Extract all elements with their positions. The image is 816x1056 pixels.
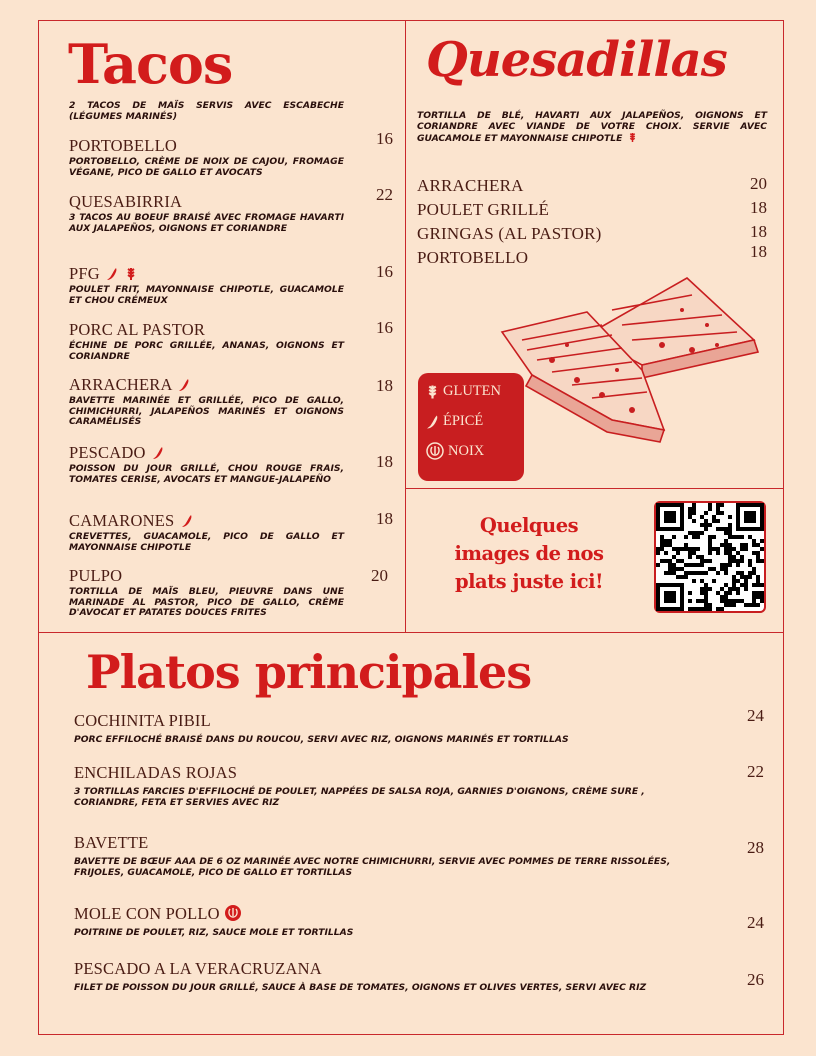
- item-desc: 3 TACOS AU BOEUF BRAISÉ AVEC FROMAGE HAVARTI AUX JALAPEÑOS, OIGNONS ET CORIANDRE: [69, 212, 344, 234]
- quesadillas-title: Quesadillas: [426, 32, 727, 88]
- promo-line-1: Quelques: [479, 514, 579, 537]
- item-price: 18: [750, 198, 767, 217]
- item-desc: TORTILLA DE MAÏS BLEU, PIEUVRE DANS UNE MARINADE AL PASTOR, PICO DE GALLO, CRÈME D'AVOCAT ET PATATES DOUCES FRITES: [69, 586, 344, 618]
- taco-item: [69, 192, 344, 234]
- item-name: QUESABIRRIA: [69, 192, 183, 211]
- qr-code[interactable]: [654, 501, 766, 613]
- item-desc: PORTOBELLO, CRÈME DE NOIX DE CAJOU, FROMAGE VÉGANE, PICO DE GALLO ET AVOCATS: [69, 156, 344, 178]
- promo-line-2: images de nos: [454, 542, 604, 565]
- item-price: 24: [747, 913, 764, 932]
- item-price: 18: [376, 509, 393, 528]
- quesadillas-intro-text: TORTILLA DE BLÉ, HAVARTI AUX JALAPEÑOS, OIGNONS ET CORIANDRE AVEC VIANDE DE VOTRE CHOIX. SERVIE AVEC GUACAMOLE ET MAYONNAISE CHIPOTLE: [417, 110, 767, 144]
- taco-item: [69, 443, 344, 485]
- tacos-intro: 2 TACOS DE MAÏS SERVIS AVEC ESCABECHE (LÉGUMES MARINÉS): [69, 100, 344, 122]
- legend-spicy-label: ÉPICÉ: [443, 413, 484, 429]
- quesadilla-item: [417, 224, 767, 244]
- horizontal-divider-promo: [405, 488, 783, 489]
- item-price: 18: [376, 376, 393, 395]
- horizontal-divider-mains: [38, 632, 783, 633]
- taco-item: [69, 375, 344, 428]
- item-name: [69, 511, 344, 531]
- gluten-icon: [426, 384, 439, 400]
- promo-line-3: plats juste ici!: [454, 570, 604, 593]
- legend-gluten-label: GLUTEN: [443, 383, 501, 399]
- quesadilla-item: [417, 176, 767, 196]
- item-price: 22: [376, 185, 393, 204]
- item-name: PORTOBELLO: [69, 136, 177, 155]
- item-name: [69, 443, 344, 463]
- item-price: 20: [371, 566, 388, 585]
- item-price: 24: [747, 706, 764, 725]
- chili-icon: [178, 378, 190, 392]
- taco-item: [69, 136, 344, 178]
- quesadillas-intro: [417, 111, 767, 145]
- item-name: PESCADO A LA VERACRUZANA: [74, 959, 322, 978]
- legend-gluten: [426, 383, 501, 400]
- main-item: [74, 833, 764, 878]
- item-name: GRINGAS (AL PASTOR): [417, 224, 602, 243]
- photos-promo: [434, 512, 624, 596]
- legend-nuts-label: NOIX: [448, 442, 485, 459]
- mains-title: Platos principales: [86, 645, 532, 699]
- tacos-title: Tacos: [68, 32, 233, 96]
- item-desc: CREVETTES, GUACAMOLE, PICO DE GALLO ET MAYONNAISE CHIPOTLE: [69, 531, 344, 553]
- item-name: [69, 264, 344, 284]
- item-price: 20: [750, 174, 767, 193]
- nut-icon: [224, 904, 242, 922]
- item-price: 18: [750, 222, 767, 241]
- taco-item: [69, 511, 344, 553]
- allergen-legend: [418, 373, 524, 481]
- chili-icon: [152, 446, 164, 460]
- taco-item: [69, 264, 344, 306]
- legend-nuts: [426, 442, 484, 460]
- item-desc: POULET FRIT, MAYONNAISE CHIPOTLE, GUACAMOLE ET CHOU CRÉMEUX: [69, 284, 344, 306]
- item-name-text: PESCADO: [69, 443, 146, 462]
- item-desc: ÉCHINE DE PORC GRILLÉE, ANANAS, OIGNONS ET CORIANDRE: [69, 340, 344, 362]
- item-price: 18: [750, 242, 767, 261]
- item-desc: BAVETTE MARINÉE ET GRILLÉE, PICO DE GALLO, CHIMICHURRI, JALAPEÑOS MARINÉS ET OIGNONS CARAMÉLISÉS: [69, 395, 344, 427]
- gluten-icon: [125, 267, 137, 281]
- item-desc: FILET DE POISSON DU JOUR GRILLÉ, SAUCE À BASE DE TOMATES, OIGNONS ET OLIVES VERTES, SERVI AVEC RIZ: [74, 982, 647, 993]
- item-price: 16: [376, 318, 393, 337]
- nut-icon: [426, 442, 444, 460]
- gluten-icon: [628, 132, 637, 143]
- item-price: 22: [747, 762, 764, 781]
- item-price: 18: [376, 452, 393, 471]
- vertical-divider: [405, 20, 406, 633]
- item-name: BAVETTE: [74, 833, 149, 852]
- quesadilla-item: [417, 200, 767, 220]
- item-name: COCHINITA PIBIL: [74, 711, 211, 730]
- item-name-text: CAMARONES: [69, 511, 175, 530]
- item-name: POULET GRILLÉ: [417, 200, 550, 219]
- quesadilla-item: [417, 242, 767, 268]
- item-name-text: ARRACHERA: [69, 375, 172, 394]
- taco-item: [69, 566, 344, 619]
- legend-spicy: [426, 413, 483, 430]
- item-name: PORTOBELLO: [417, 248, 529, 267]
- item-name: [69, 375, 344, 395]
- item-price: 26: [747, 970, 764, 989]
- item-name: [74, 904, 764, 924]
- main-item: [74, 904, 764, 939]
- main-item: [74, 706, 764, 746]
- main-item: [74, 763, 764, 808]
- item-name: PORC AL PASTOR: [69, 320, 206, 339]
- item-desc: POISSON DU JOUR GRILLÉ, CHOU ROUGE FRAIS, TOMATES CERISE, AVOCATS ET MANGUE-JALAPEÑO: [69, 463, 344, 485]
- item-name-text: MOLE CON POLLO: [74, 904, 220, 923]
- item-name: ENCHILADAS ROJAS: [74, 763, 238, 782]
- item-price: 16: [376, 129, 393, 148]
- item-name-text: PFG: [69, 264, 100, 283]
- chili-icon: [426, 414, 439, 430]
- item-desc: BAVETTE DE BŒUF AAA DE 6 OZ MARINÉE AVEC NOTRE CHIMICHURRI, SERVIE AVEC POMMES DE TERRE RISSOLÉES, FRIJOLES, GUACAMOLE, PICO DE GALLO ET TORTILLAS: [74, 856, 671, 878]
- item-desc: POITRINE DE POULET, RIZ, SAUCE MOLE ET TORTILLAS: [74, 927, 354, 938]
- item-price: 28: [747, 838, 764, 857]
- item-price: 16: [376, 262, 393, 281]
- item-name: ARRACHERA: [417, 176, 524, 195]
- taco-item: [69, 320, 344, 362]
- quesadilla-illustration: [492, 270, 767, 445]
- qr-code-image: [656, 503, 764, 611]
- chili-icon: [181, 514, 193, 528]
- item-desc: 3 TORTILLAS FARCIES D'EFFILOCHÉ DE POULET, NAPPÉES DE SALSA ROJA, GARNIES D'OIGNONS, CRÈME SURE , CORIANDRE, FETA ET SERVIES AVEC RIZ: [74, 786, 645, 808]
- main-item: [74, 959, 764, 994]
- chili-icon: [106, 267, 118, 281]
- item-name: PULPO: [69, 566, 123, 585]
- item-desc: PORC EFFILOCHÉ BRAISÉ DANS DU ROUCOU, SERVI AVEC RIZ, OIGNONS MARINÉS ET TORTILLAS: [74, 734, 569, 745]
